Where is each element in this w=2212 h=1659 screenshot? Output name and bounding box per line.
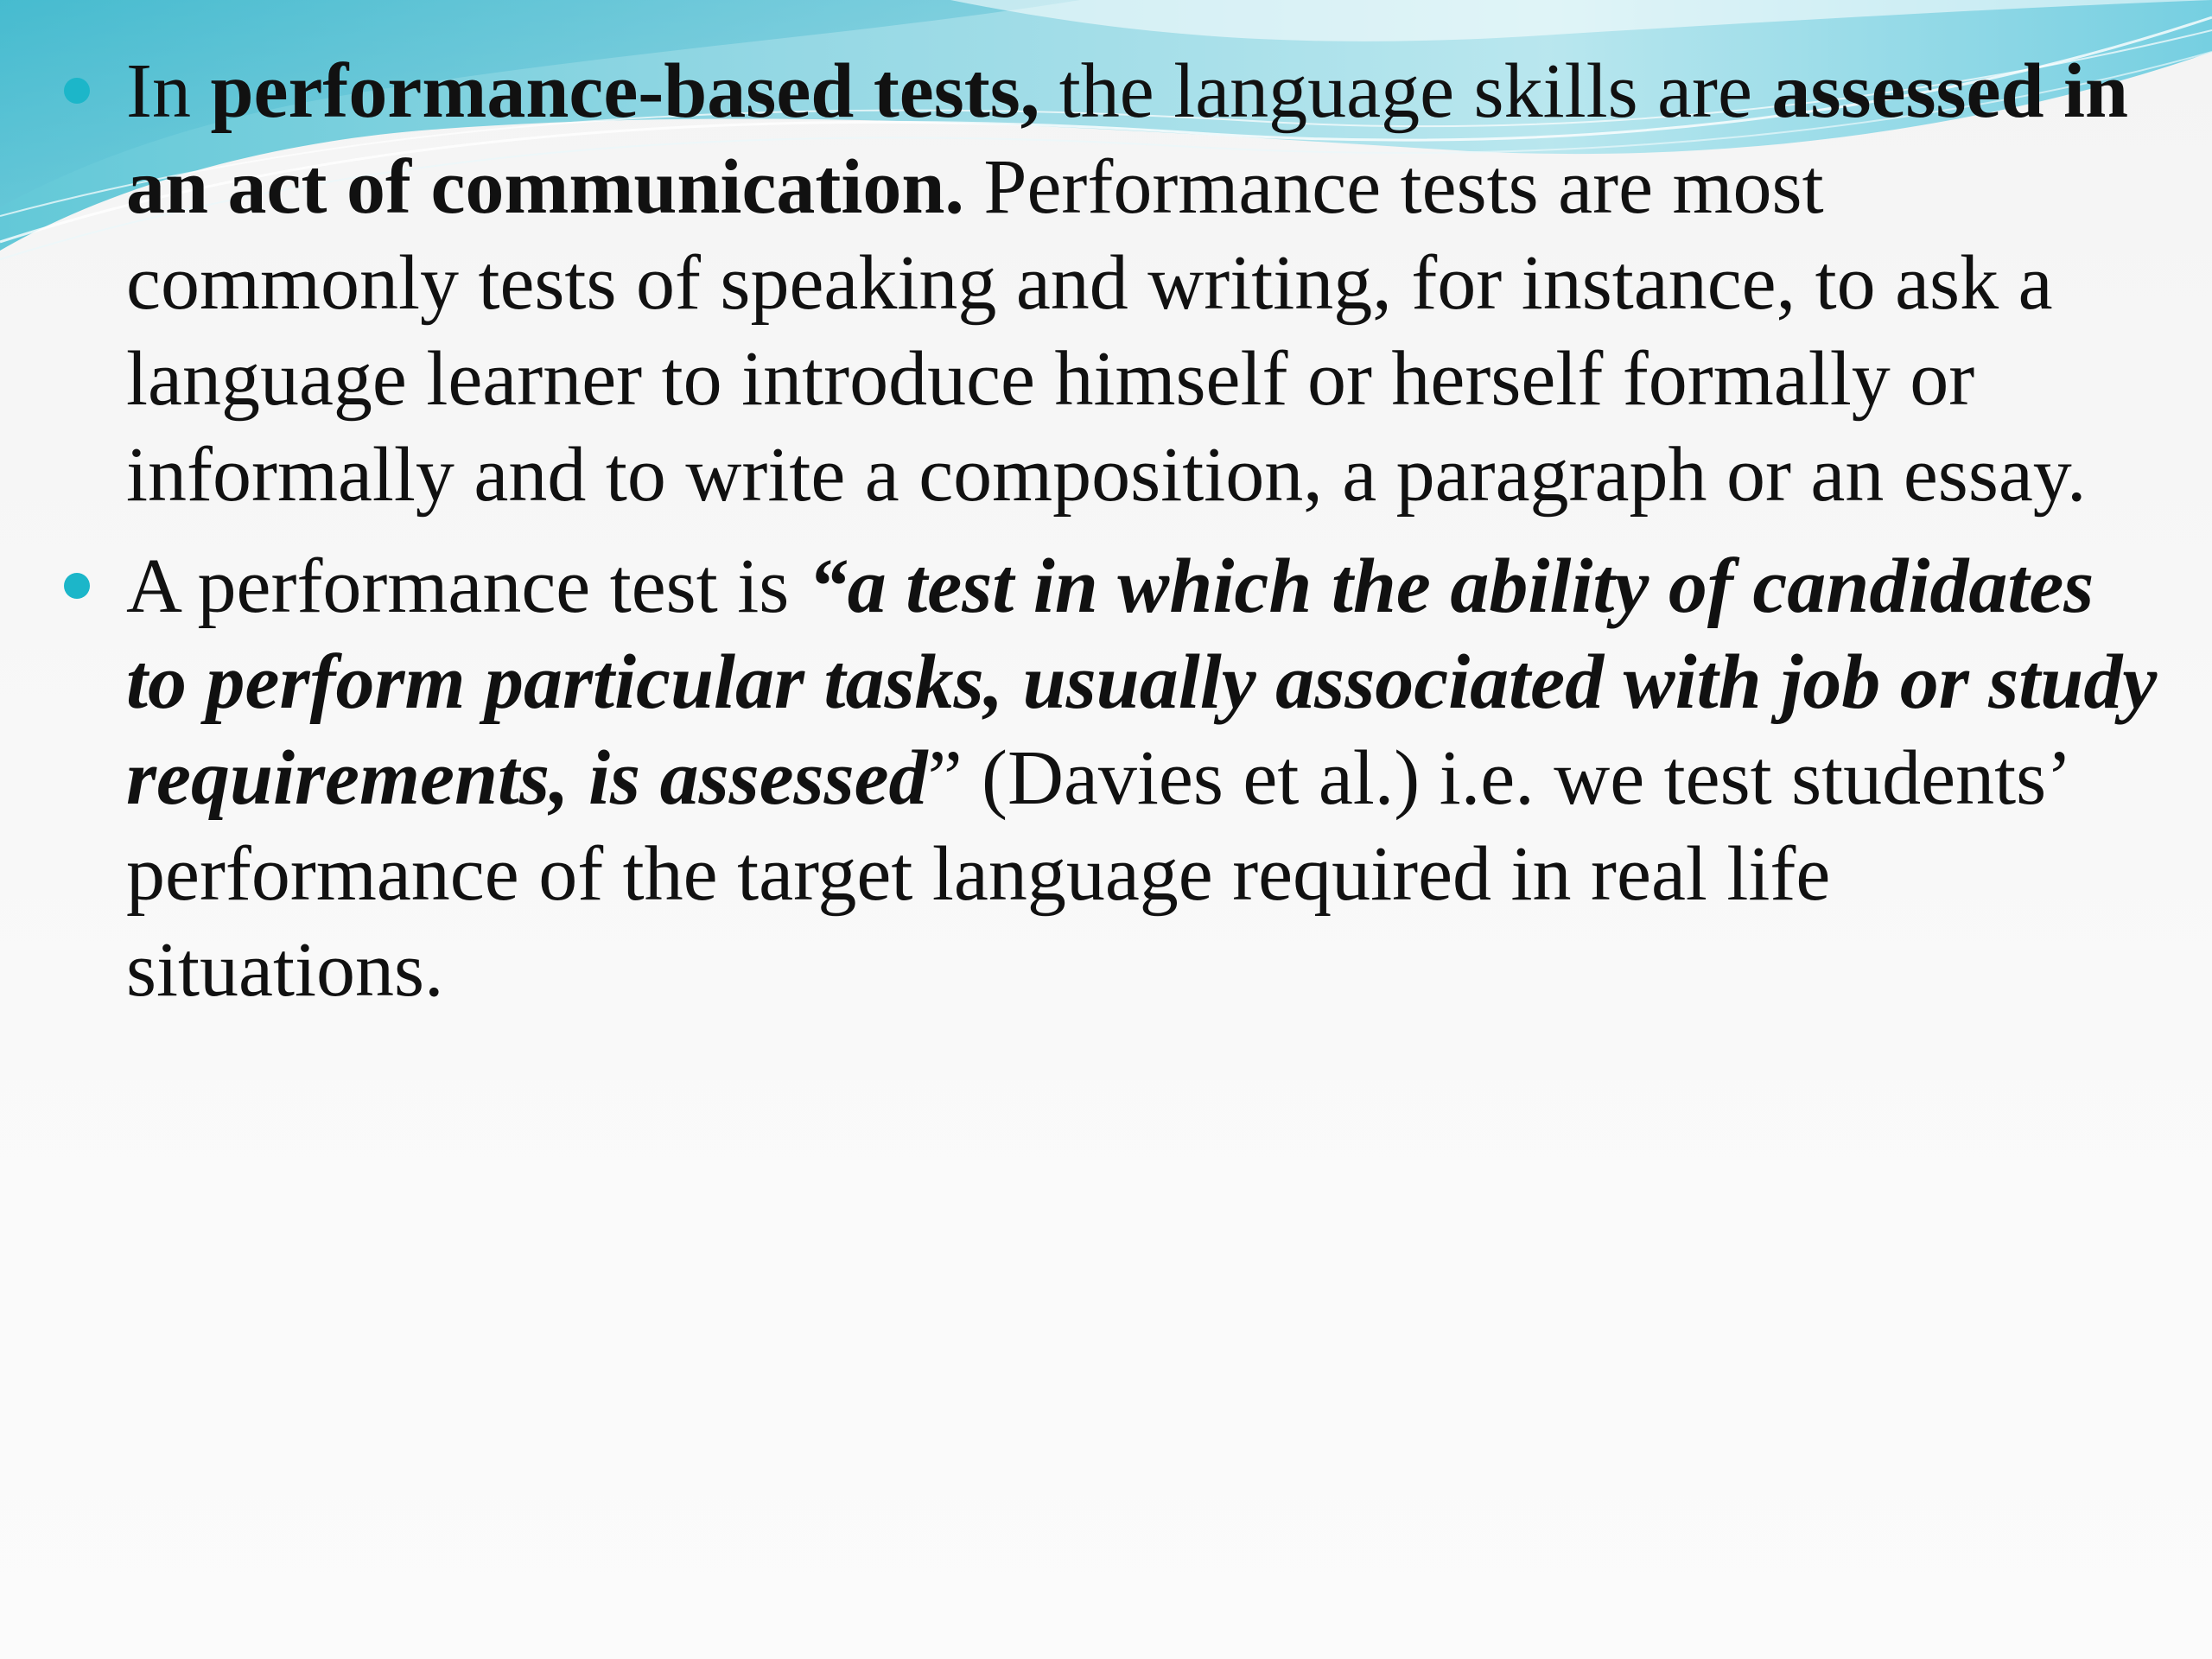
dot-icon — [64, 573, 90, 599]
bullet-text: In performance-based tests, the language skills are assessed in an act of communication. Performance tests are most commonly tests of speaking and writing, for instance, to ask a language learner to introduce himself or herself formally or informally and to write a composition, a paragraph or an essay. — [126, 48, 2129, 518]
bullet-item-performance-based-tests — [60, 43, 2160, 523]
slide-body — [60, 43, 2160, 1033]
bullet-item-performance-test-definition — [60, 538, 2160, 1018]
dot-icon — [64, 78, 90, 104]
bullet-text: A performance test is “a test in which the ability of candidates to perform particular tasks, usually associated with job or study requirements, is assessed” (Davies et al.) i.e. we test students’ performance of the target language required in real life situations. — [126, 543, 2158, 1013]
